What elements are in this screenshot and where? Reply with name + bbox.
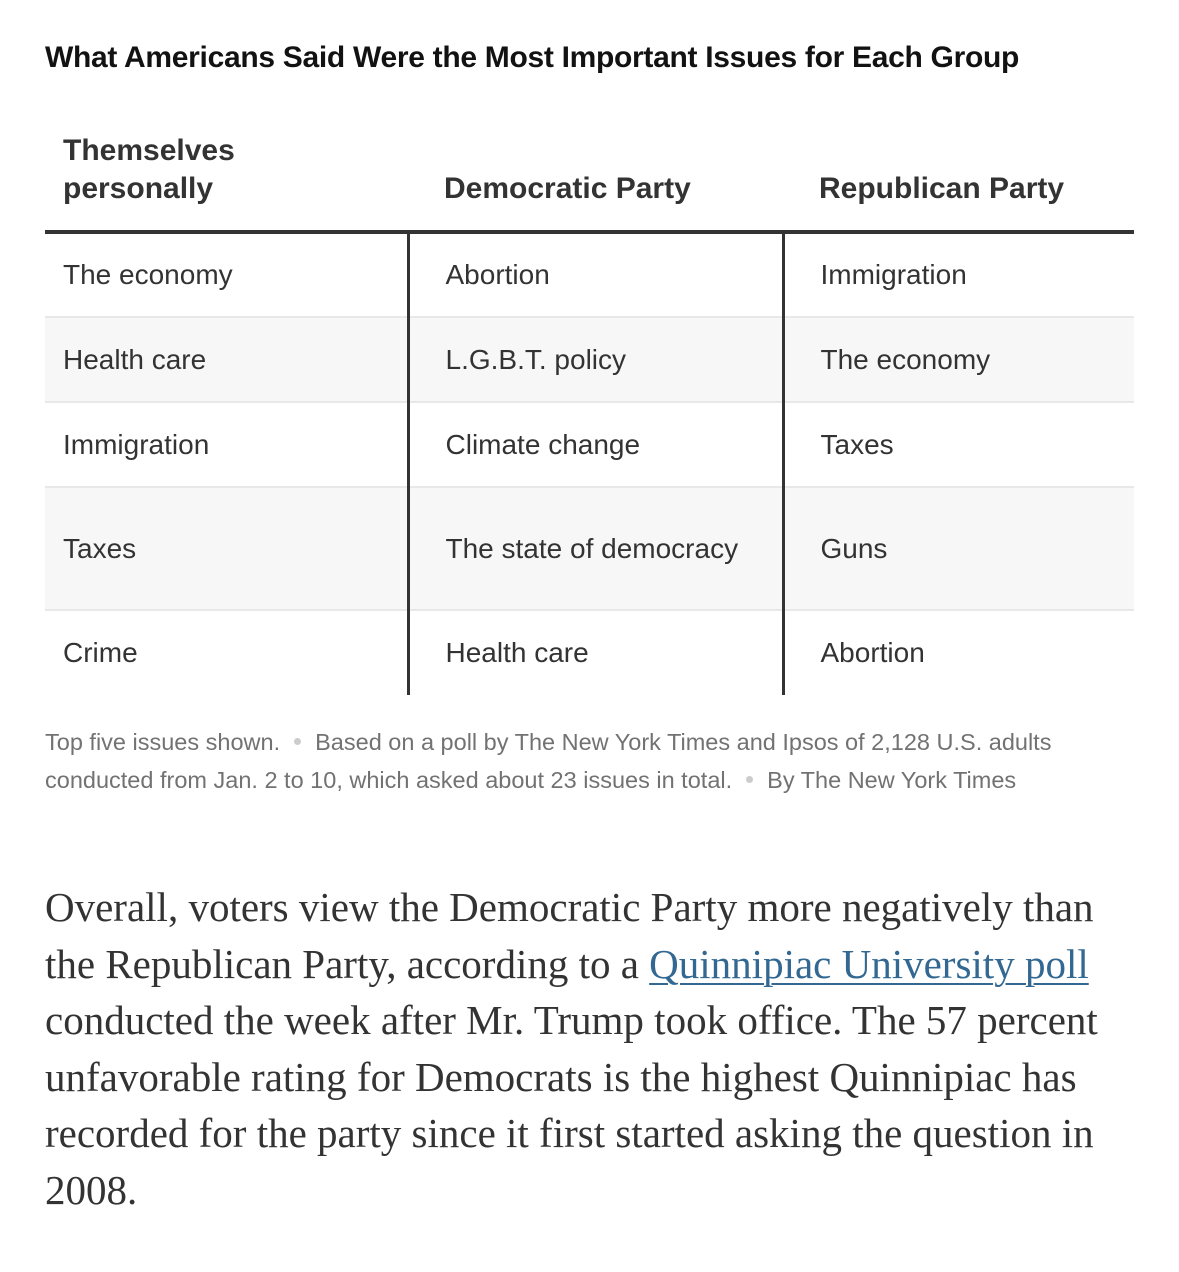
table-cell: Climate change: [408, 402, 783, 487]
column-header-republican: Republican Party: [783, 132, 1134, 232]
table-row: [45, 317, 1134, 402]
table-header-row: [45, 132, 1134, 232]
column-header-themselves: Themselves personally: [45, 132, 408, 232]
table-cell: Crime: [45, 610, 408, 695]
article-paragraph: [45, 879, 1145, 1218]
table-cell: Taxes: [783, 402, 1134, 487]
note-top-five: Top five issues shown.: [45, 729, 281, 755]
issues-graphic: [45, 36, 1134, 799]
table-cell: The economy: [783, 317, 1134, 402]
table-row: [45, 487, 1134, 610]
issues-table: [45, 132, 1134, 695]
source-note: [45, 723, 1134, 799]
quinnipiac-poll-link[interactable]: Quinnipiac University poll: [649, 940, 1089, 987]
table-row: [45, 232, 1134, 317]
table-cell: Immigration: [45, 402, 408, 487]
paragraph-text-before-link: Overall, voters view the Democratic Party more negatively than the Republican Party, according to a: [45, 884, 1094, 987]
table-cell: Guns: [783, 487, 1134, 610]
graphic-title: What Americans Said Were the Most Important Issues for Each Group: [45, 41, 1020, 74]
table-row: [45, 402, 1134, 487]
table-cell: Health care: [45, 317, 408, 402]
paragraph-text-after-link: conducted the week after Mr. Trump took office. The 57 percent unfavorable rating for Democrats is the highest Quinnipiac has recorded for the party since it first started asking the question in 2008.: [45, 997, 1098, 1213]
table-cell: Immigration: [783, 232, 1134, 317]
table-cell: Health care: [408, 610, 783, 695]
column-header-democratic: Democratic Party: [408, 132, 783, 232]
separator-dot: [294, 738, 301, 745]
separator-dot: [746, 776, 753, 783]
table-cell: The state of democracy: [408, 487, 783, 610]
note-credit: By The New York Times: [767, 767, 1017, 793]
table-cell: Taxes: [45, 487, 408, 610]
table-cell: Abortion: [820, 637, 925, 668]
table-cell: The economy: [45, 232, 408, 317]
table-row: [45, 610, 1134, 695]
table-cell: L.G.B.T. policy: [408, 317, 783, 402]
note-poll-source: Based on a poll by The New York Times and Ipsos of 2,128 U.S. adults conducted from Jan. 2 to 10, which asked about 23 issues in total.: [45, 729, 1052, 793]
table-cell: Abortion: [408, 232, 783, 317]
